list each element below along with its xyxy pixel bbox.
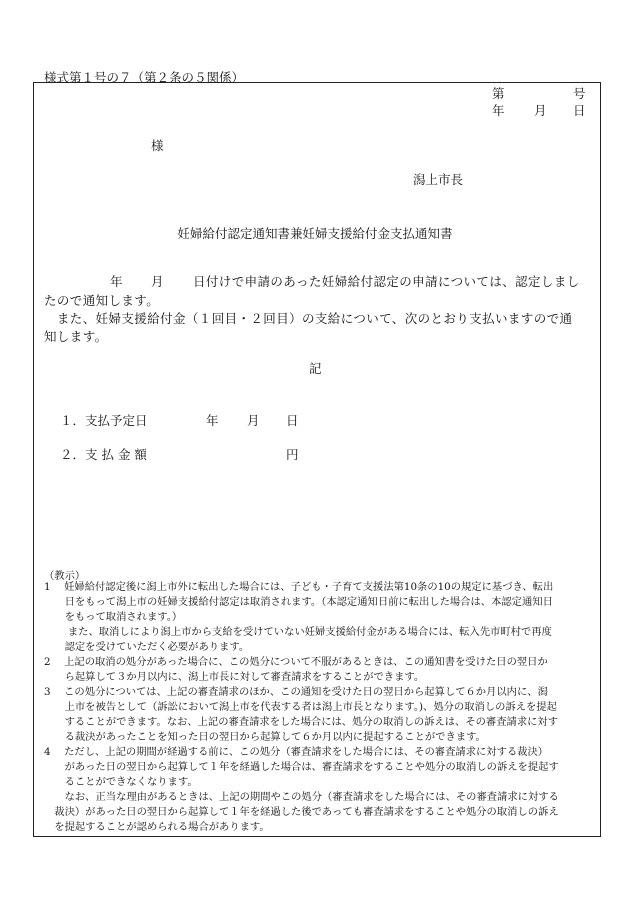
- note-line: することができます。なお、上記の審査請求をした場合には、処分の取消しの訴えは、その審査請求に対す: [44, 716, 559, 728]
- note-line: 3 この処分については、上記の審査請求のほか、この通知を受けた日の翌日から起算して６か月以内に、潟: [44, 686, 548, 698]
- date-day: 日: [573, 103, 586, 118]
- para2-line2: 知します。: [44, 329, 108, 344]
- note-line: 上市を被告として（訴訟において潟上市を代表する者は潟上市長となります。)、処分の取消しの訴えを提起: [44, 701, 557, 713]
- date-month: 月: [534, 103, 547, 118]
- document-title: 妊婦給付認定通知書兼妊婦支援給付金支払通知書: [177, 226, 453, 241]
- item1-day: 日: [286, 413, 299, 428]
- date-year: 年: [492, 103, 505, 118]
- addressee-sama: 様: [151, 138, 164, 153]
- item2-label: ２．支 払 金 額: [60, 447, 147, 462]
- ki-mark: 記: [309, 361, 322, 376]
- para1-year: 年: [110, 274, 123, 289]
- item2-unit: 円: [286, 447, 299, 462]
- note-line: をもって取消されます。）: [44, 611, 183, 623]
- doc-number-prefix: 第: [492, 86, 505, 101]
- item1-label: １．支払予定日: [60, 413, 148, 428]
- note-line: 4 ただし、上記の期間が経過する前に、この処分（審査請求をした場合には、その審査請求に対する裁決）: [44, 746, 549, 758]
- note-line: る裁決があったことを知った日の翌日から起算して６か月以内に提起することができます。: [44, 731, 486, 743]
- note-line: があった日の翌日から起算して１年を経過した場合は、審査請求をすることや処分の取消しの訴えを提起す: [44, 761, 559, 773]
- notes-heading: （教示）: [44, 570, 86, 582]
- note-line: なお、正当な理由があるときは、上記の期間やこの処分（審査請求をした場合には、その審査請求に対する: [44, 791, 559, 803]
- para1-line2: たので通知します。: [44, 293, 160, 308]
- para1-month: 月: [151, 274, 164, 289]
- note-line: 認定を受けていただく必要があります。: [44, 641, 250, 653]
- note-line: また、取消しにより潟上市から支給を受けていない妊婦支援給付金がある場合には、転入先市町村で再度: [44, 626, 552, 638]
- note-line: を提起することが認められる場合があります。: [44, 821, 270, 833]
- note-line: 1 妊婦給付認定後に潟上市外に転出した場合には、子ども・子育て支援法第10条の10の規定に基づき、転出: [44, 581, 554, 593]
- note-line: 日をもって潟上市の妊婦支援給付認定は取消されます。（本認定通知日前に転出した場合は、本認定通知日: [44, 596, 553, 608]
- para1-line1: 日付けで申請のあった妊婦給付認定の申請については、認定しまし: [193, 274, 580, 289]
- para2-line1: また、妊婦支援給付金（１回目・２回目）の支給について、次のとおり支払いますので通: [44, 311, 573, 326]
- note-line: ら起算して３か月以内に、潟上市長に対して審査請求をすることができます。: [44, 671, 425, 683]
- doc-number-suffix: 号: [573, 86, 586, 101]
- issuer-name: 潟上市長: [413, 172, 464, 187]
- form-number: 様式第１号の７（第２条の５関係）: [44, 70, 245, 85]
- item1-year: 年: [206, 413, 219, 428]
- note-line: 裁決）があった日の翌日から起算して１年を経過した後であっても審査請求をすることや処分の取消しの訴え: [44, 806, 559, 818]
- item1-month: 月: [247, 413, 260, 428]
- note-line: ることができなくなります。: [44, 776, 198, 788]
- note-line: 2 上記の取消の処分があった場合に、この処分について不服があるときは、この通知書を受けた日の翌日か: [44, 656, 548, 668]
